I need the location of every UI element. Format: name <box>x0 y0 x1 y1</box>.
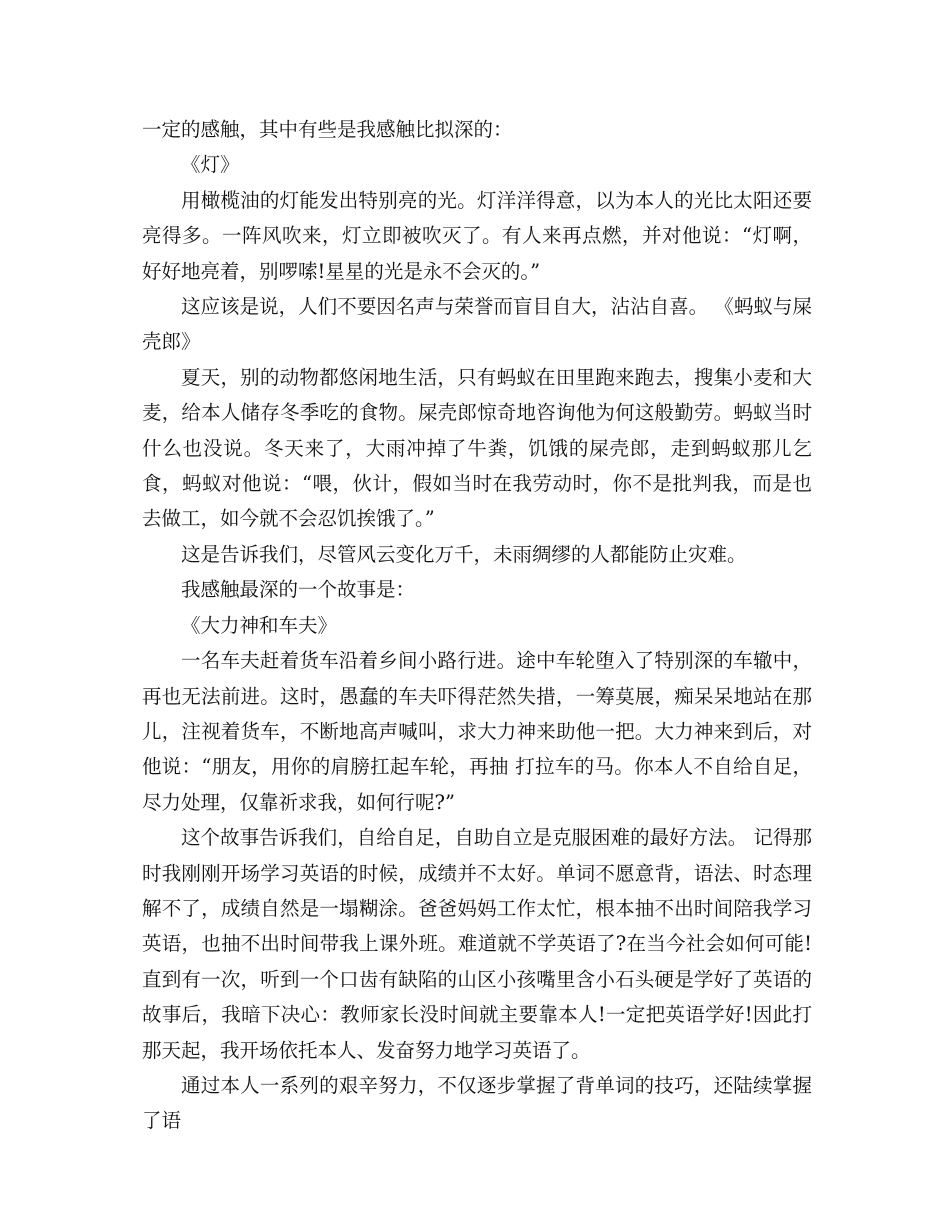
paragraph-ant-moral: 这是告诉我们，尽管风云变化万千，未雨绸缪的人都能防止灾难。 <box>181 542 747 566</box>
paragraph-intro-favorite: 我感触最深的一个故事是： <box>181 578 416 602</box>
document-body <box>142 112 812 1139</box>
fable-title-lamp: 《灯》 <box>181 153 240 177</box>
paragraph-hercules-moral-english: 这个故事告诉我们，自给自足，自助自立是克服困难的最好方法。 记得那时我刚刚开场学习英语的时候，成绩并不太好。单词不愿意背，语法、时态理解不了，成绩自然是一塌糊涂。爸爸妈妈工作太忙，根本抽不出时间陪我学习英语，也抽不出时间带我上课外班。难道就不学英语了?在当今社会如何可能!直到有一次，听到一个口齿有缺陷的山区小孩嘴里含小石头硬是学好了英语的故事后，我暗下决心：教师家长没时间就主要靠本人!一定把英语学好!因此打那天起，我开场依托本人、发奋努力地学习英语了。 <box>142 826 812 1062</box>
paragraph-lamp-moral: 这应该是说，人们不要因名声与荣誉而盲目自大，沾沾自喜。 《蚂蚁与屎壳郎》 <box>142 295 812 354</box>
paragraph-lamp-story: 用橄榄油的灯能发出特别亮的光。灯洋洋得意，以为本人的光比太阳还要亮得多。一阵风吹来，灯立即被吹灭了。有人来再点燃，并对他说：“灯啊，好好地亮着，别啰嗦!星星的光是永不会灭的。” <box>142 188 812 283</box>
paragraph-english-progress: 通过本人一系列的艰辛努力，不仅逐步掌握了背单词的技巧，还陆续掌握了语 <box>142 1073 812 1133</box>
fable-title-hercules: 《大力神和车夫》 <box>181 613 338 637</box>
paragraph-hercules-story: 一名车夫赶着货车沿着乡间小路行进。途中车轮堕入了特别深的车辙中，再也无法前进。这时，愚蠢的车夫吓得茫然失措，一筹莫展，痴呆呆地站在那儿，注视着货车，不断地高声喊叫，求大力神来助他一把。大力神来到后，对他说：“朋友，用你的肩膀扛起车轮，再抽 打拉车的马。你本人不自给自足，尽力处理，仅靠祈求我，如何行呢?” <box>142 649 812 814</box>
paragraph-ant-story: 夏天，别的动物都悠闲地生活，只有蚂蚁在田里跑来跑去，搜集小麦和大麦，给本人储存冬季吃的食物。屎壳郎惊奇地咨询他为何这般勤劳。蚂蚁当时什么也没说。冬天来了，大雨冲掉了牛粪，饥饿的屎壳郎，走到蚂蚁那儿乞食，蚂蚁对他说：“喂，伙计，假如当时在我劳动时，你不是批判我，而是也去做工，如今就不会忍饥挨饿了。” <box>142 365 812 531</box>
paragraph-continuation: 一定的感触，其中有些是我感触比拟深的： <box>142 118 513 141</box>
